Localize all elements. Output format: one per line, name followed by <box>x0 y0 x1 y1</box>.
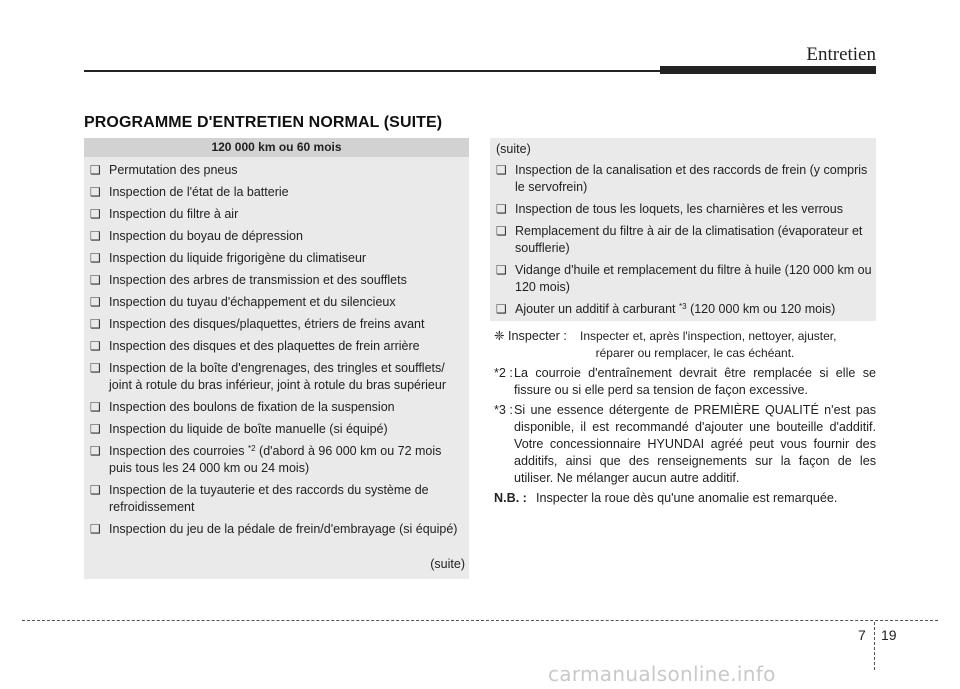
list-item: ❑ Ajouter un additif à carburant $^{*3}$ (120 000 km ou 120 mois) <box>496 302 836 316</box>
checkbox-icon: ❑ <box>90 229 101 243</box>
checkbox-icon: ❑ <box>90 185 101 199</box>
note-nb <box>494 490 876 507</box>
continued-label: (suite) <box>496 142 531 156</box>
checkbox-icon: ❑ <box>90 444 101 458</box>
list-item: ❑ Inspection du jeu de la pédale de frein/d'embrayage (si équipé) <box>90 522 458 536</box>
checkbox-icon: ❑ <box>90 361 101 375</box>
header-rule-accent <box>660 66 876 74</box>
maintenance-panel-right <box>490 138 876 321</box>
chapter-number: 7 <box>858 627 866 643</box>
maintenance-list <box>490 160 876 318</box>
checkbox-icon: ❑ <box>90 295 101 309</box>
interval-heading: 120 000 km ou 60 mois <box>84 138 469 157</box>
watermark: carmanualsonline.info <box>548 662 776 686</box>
note-inspect <box>494 328 876 362</box>
maintenance-list <box>84 157 469 538</box>
checkbox-icon: ❑ <box>496 224 507 238</box>
list-item: ❑ Inspection du liquide de boîte manuelle (si équipé) <box>90 422 388 436</box>
checkbox-icon: ❑ <box>90 339 101 353</box>
list-item: ❑ Inspection du boyau de dépression <box>90 229 303 243</box>
checkbox-icon: ❑ <box>496 263 507 277</box>
checkbox-icon: ❑ <box>90 163 101 177</box>
note-text: Inspecter et, après l'inspection, nettoyer, ajuster, <box>580 329 837 343</box>
footer-divider <box>874 622 875 670</box>
list-item: ❑ Inspection du tuyau d'échappement et du silencieux <box>90 295 396 309</box>
checkbox-icon: ❑ <box>496 302 507 316</box>
list-item: ❑ Inspection des disques et des plaquettes de frein arrière <box>90 339 420 353</box>
list-item: ❑ Inspection des disques/plaquettes, étriers de freins avant <box>90 317 425 331</box>
list-item: ❑ Inspection du filtre à air <box>90 207 239 221</box>
checkbox-icon: ❑ <box>90 317 101 331</box>
maintenance-panel-left <box>84 138 469 579</box>
checkbox-icon: ❑ <box>90 483 101 497</box>
checkbox-icon: ❑ <box>90 400 101 414</box>
checkbox-icon: ❑ <box>496 202 507 216</box>
note-text: La courroie d'entraînement devrait être remplacée si elle se fissure ou si elle perd sa tension de façon excessive. <box>514 366 876 397</box>
checkbox-icon: ❑ <box>90 207 101 221</box>
list-item: ❑ Inspection de la tuyauterie et des raccords du système de refroidissement <box>90 483 429 514</box>
note-label: ❈ Inspecter : <box>494 329 567 343</box>
list-item: ❑ Vidange d'huile et remplacement du filtre à huile (120 000 km ou 120 mois) <box>496 263 872 294</box>
footnote-ref: *3 <box>679 302 687 311</box>
page-header-title: Entretien <box>806 44 876 65</box>
list-item: ❑ Inspection de tous les loquets, les charnières et les verrous <box>496 202 843 216</box>
footnote-ref: *2 <box>247 444 256 453</box>
checkbox-icon: ❑ <box>90 422 101 436</box>
list-item: ❑ Inspection des courroies $^{*2}$ (d'abord à 96 000 km ou 72 mois puis tous les 24 000 km ou 24 mois) <box>90 444 442 475</box>
footer-rule <box>22 620 938 621</box>
list-item: ❑ Permutation des pneus <box>90 163 238 177</box>
note-label: *2 : <box>494 366 513 380</box>
header-rule <box>84 70 660 72</box>
checkbox-icon: ❑ <box>496 163 507 177</box>
note-text: Inspecter la roue dès qu'une anomalie est remarquée. <box>536 491 838 505</box>
list-item: ❑ Inspection de la canalisation et des raccords de frein (y compris le servofrein) <box>496 163 868 194</box>
list-item: ❑ Inspection des boulons de fixation de la suspension <box>90 400 395 414</box>
note-label: *3 : <box>494 403 513 417</box>
section-title: PROGRAMME D'ENTRETIEN NORMAL (SUITE) <box>84 114 443 131</box>
note-label: N.B. : <box>494 491 527 505</box>
note-footnote-3 <box>494 402 876 487</box>
continued-label: (suite) <box>430 557 465 571</box>
note-text: Si une essence détergente de PREMIÈRE QUALITÉ n'est pas disponible, il est recommandé d'ajouter une bouteille d'additif. Votre concessionnaire HYUNDAI agréé peut vous fournir des additifs, ainsi que des renseignements sur la façon de les utiliser. Ne mélanger aucun autre additif. <box>514 403 876 485</box>
list-item: ❑ Inspection de l'état de la batterie <box>90 185 289 199</box>
checkbox-icon: ❑ <box>90 522 101 536</box>
checkbox-icon: ❑ <box>90 251 101 265</box>
list-item: ❑ Inspection de la boîte d'engrenages, des tringles et soufflets/ joint à rotule du bras inférieur, joint à rotule du bras supérieur <box>90 361 446 392</box>
note-text: réparer ou remplacer, le cas échéant. <box>595 346 795 360</box>
notes-section <box>494 328 876 510</box>
page-number: 19 <box>881 627 897 643</box>
list-item: ❑ Inspection du liquide frigorigène du climatiseur <box>90 251 367 265</box>
checkbox-icon: ❑ <box>90 273 101 287</box>
list-item: ❑ Remplacement du filtre à air de la climatisation (évaporateur et soufflerie) <box>496 224 863 255</box>
list-item: ❑ Inspection des arbres de transmission et des soufflets <box>90 273 407 287</box>
note-footnote-2 <box>494 365 876 399</box>
